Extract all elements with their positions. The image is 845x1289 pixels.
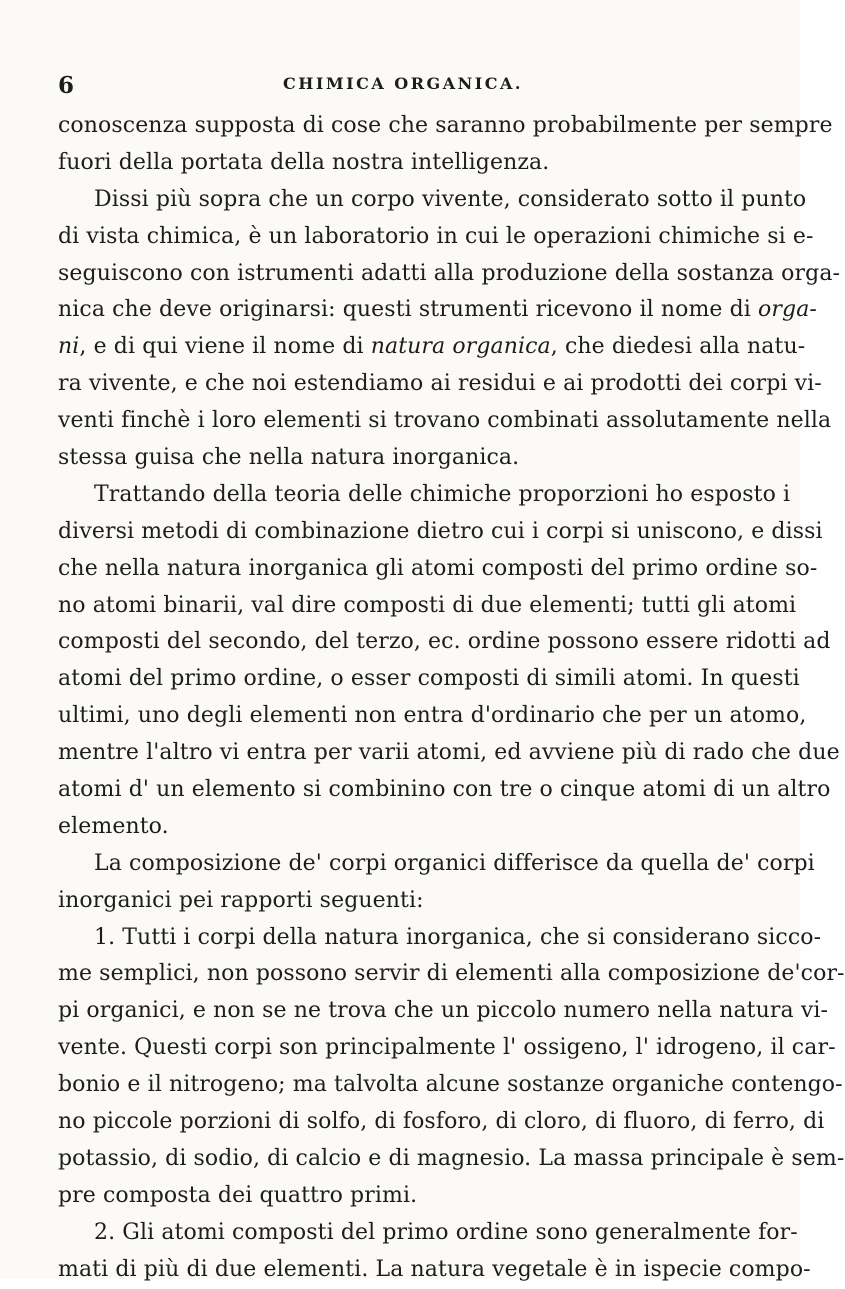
text-line: no atomi binarii, val dire composti di due elementi; tutti gli atomi [58, 592, 797, 618]
text-line: ra vivente, e che noi estendiamo ai residui e ai prodotti dei corpi vi- [58, 371, 822, 397]
text-line: venti finchè i loro elementi si trovano combinati assolutamente nella [58, 408, 832, 434]
text-line: stessa guisa che nella natura inorganica. [58, 445, 520, 471]
text-line: composti del secondo, del terzo, ec. ordine possono essere ridotti ad [58, 629, 831, 655]
text-line: ultimi, uno degli elementi non entra d'ordinario che per un atomo, [58, 703, 807, 729]
text-line: fuori della portata della nostra intelligenza. [58, 149, 550, 175]
text-line: pre composta dei quattro primi. [58, 1182, 418, 1208]
text-line: bonio e il nitrogeno; ma talvolta alcune sostanze organiche contengo- [58, 1072, 843, 1098]
text-line: mentre l'altro vi entra per varii atomi, ed avviene più di rado che due [58, 740, 840, 766]
text-line: La composizione de' corpi organici differisce da quella de' corpi [94, 850, 815, 876]
page-header [58, 68, 748, 98]
text-line: inorganici pei rapporti seguenti: [58, 887, 424, 913]
text-line: di vista chimica, è un laboratorio in cui le operazioni chimiche si e- [58, 223, 814, 249]
text-line: seguiscono con istrumenti adatti alla produzione della sostanza orga- [58, 260, 841, 286]
body-text [58, 108, 845, 1289]
page-number: 6 [58, 72, 75, 99]
text-line: Trattando della teoria delle chimiche proporzioni ho esposto i [94, 481, 791, 507]
text-line: potassio, di sodio, di calcio e di magnesio. La massa principale è sem- [58, 1145, 845, 1171]
text-line: atomi d' un elemento si combinino con tre o cinque atomi di un altro [58, 777, 831, 803]
text-line: nica che deve originarsi: questi strumenti ricevono il nome di orga- [58, 297, 817, 323]
text-line: me semplici, non possono servir di elementi alla composizione de'cor- [58, 961, 845, 987]
text-line: no piccole porzioni di solfo, di fosforo, di cloro, di fluoro, di ferro, di [58, 1109, 825, 1135]
text-line: Dissi più sopra che un corpo vivente, considerato sotto il punto [94, 186, 807, 212]
text-line: 2. Gli atomi composti del primo ordine sono generalmente for- [94, 1219, 798, 1245]
text-line: diversi metodi di combinazione dietro cui i corpi si uniscono, e dissi [58, 518, 823, 544]
text-line: 1. Tutti i corpi della natura inorganica, che si considerano sicco- [94, 924, 822, 950]
text-line: conoscenza supposta di cose che saranno probabilmente per sempre [58, 113, 833, 138]
text-line: che nella natura inorganica gli atomi composti del primo ordine so- [58, 555, 818, 581]
text-line: vente. Questi corpi son principalmente l' ossigeno, l' idrogeno, il car- [58, 1035, 836, 1061]
text-line: mati di più di due elementi. La natura vegetale è in ispecie compo- [58, 1256, 811, 1282]
text-line: atomi del primo ordine, o esser composti di simili atomi. In questi [58, 666, 800, 692]
text-line: ni, e di qui viene il nome di natura organica, che diedesi alla natu- [58, 334, 806, 360]
running-head: CHIMICA ORGANICA. [283, 74, 523, 93]
text-line: elemento. [58, 813, 169, 839]
text-line: pi organici, e non se ne trova che un piccolo numero nella natura vi- [58, 998, 829, 1024]
